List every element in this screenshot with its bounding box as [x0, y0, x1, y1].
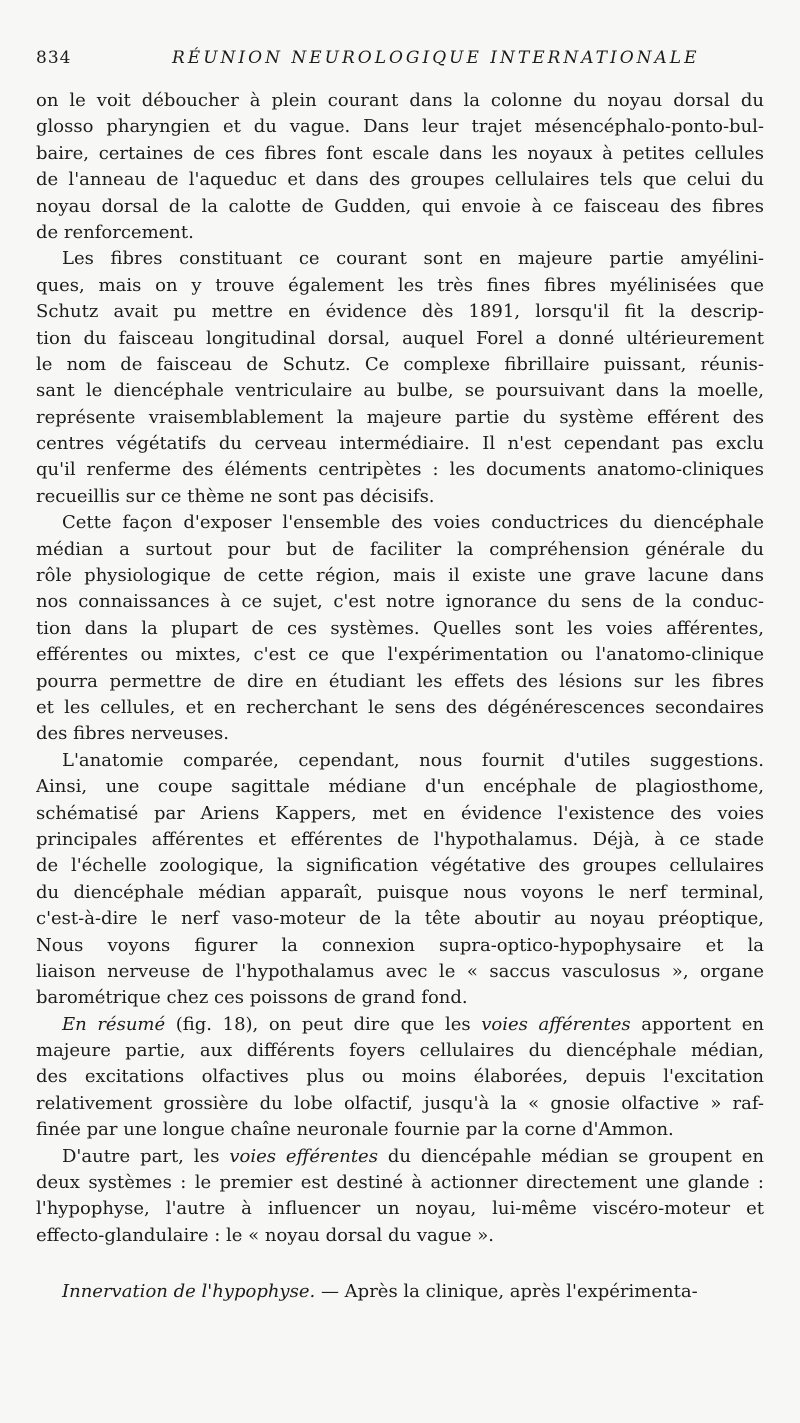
- italic-run: voies afférentes: [481, 1013, 631, 1035]
- text-line: des excitations olfactives plus ou moins élaborées, depuis l'excitation: [36, 1066, 764, 1088]
- text-run: D'autre part, les: [62, 1145, 220, 1167]
- text-line: [36, 1279, 764, 1305]
- text-line: [36, 1012, 764, 1038]
- text-line: Cette façon d'exposer l'ensemble des voies conductrices du diencéphale: [62, 512, 764, 534]
- text-line: noyau dorsal de la calotte de Gudden, qui envoie à ce faisceau des fibres: [36, 195, 764, 217]
- text-line: efférentes ou mixtes, c'est ce que l'expérimentation ou l'anatomo-clinique: [36, 644, 764, 666]
- text-line: relativement grossière du lobe olfactif, jusqu'à la « gnosie olfactive » raf-: [36, 1092, 764, 1114]
- body-text: [36, 88, 764, 1306]
- text-line: rôle physiologique de cette région, mais il existe une grave lacune dans: [36, 565, 764, 587]
- text-line: Schutz avait pu mettre en évidence dès 1891, lorsqu'il fit la descrip-: [36, 301, 764, 323]
- text-line: tion dans la plupart de ces systèmes. Quelles sont les voies afférentes,: [36, 617, 764, 639]
- text-line: de l'anneau de l'aqueduc et dans des groupes cellulaires tels que celui du: [36, 169, 764, 191]
- text-line: et les cellules, et en recherchant le sens des dégénérescences secondaires: [36, 696, 764, 718]
- text-line: médian a surtout pour but de faciliter la compréhension générale du: [36, 538, 764, 560]
- text-line: du diencéphale médian apparaît, puisque nous voyons le nerf terminal,: [36, 881, 764, 903]
- running-title: RÉUNION NEUROLOGIQUE INTERNATIONALE: [172, 48, 700, 68]
- text-run: (fig. 18), on peut dire que les: [175, 1013, 471, 1035]
- text-run: du diencépahle médian se groupent en: [387, 1145, 764, 1167]
- text-line: L'anatomie comparée, cependant, nous fournit d'utiles suggestions.: [62, 749, 764, 771]
- italic-run: Innervation de l'hypophyse.: [62, 1281, 316, 1303]
- text-run: apportent en: [641, 1013, 764, 1035]
- text-line: l'hypophyse, l'autre à influencer un noyau, lui-même viscéro-moteur et: [36, 1198, 764, 1220]
- text-line: barométrique chez ces poissons de grand fond.: [36, 987, 468, 1009]
- text-run: — Après la clinique, après l'expérimenta-: [320, 1281, 698, 1303]
- text-line: pourra permettre de dire en étudiant les effets des lésions sur les fibres: [36, 670, 764, 692]
- text-line: Ainsi, une coupe sagittale médiane d'un encéphale de plagiosthome,: [36, 776, 764, 798]
- italic-run: voies efférentes: [229, 1145, 378, 1167]
- text-line: on le voit déboucher à plein courant dans la colonne du noyau dorsal du: [36, 90, 764, 111]
- text-line: [36, 1144, 764, 1170]
- text-line: le nom de faisceau de Schutz. Ce complexe fibrillaire puissant, réunis-: [36, 353, 764, 375]
- text-line: Les fibres constituant ce courant sont en majeure partie amyélini-: [62, 248, 764, 270]
- text-line: effecto-glandulaire : le « noyau dorsal du vague ».: [36, 1224, 494, 1246]
- text-line: finée par une longue chaîne neuronale fournie par la corne d'Ammon.: [36, 1119, 674, 1141]
- text-line: de l'échelle zoologique, la signification végétative des groupes cellulaires: [36, 855, 764, 877]
- text-line: baire, certaines de ces fibres font escale dans les noyaux à petites cellules: [36, 142, 764, 164]
- text-line: schématisé par Ariens Kappers, met en évidence l'existence des voies: [36, 802, 764, 824]
- text-line: nos connaissances à ce sujet, c'est notre ignorance du sens de la conduc-: [36, 591, 764, 613]
- text-line: représente vraisemblablement la majeure partie du système efférent des: [36, 406, 764, 428]
- text-line: sant le diencéphale ventriculaire au bulbe, se poursuivant dans la moelle,: [36, 380, 764, 402]
- text-line: qu'il renferme des éléments centripètes : les documents anatomo-cliniques: [36, 459, 764, 481]
- page-header: [36, 48, 770, 72]
- text-line: c'est-à-dire le nerf vaso-moteur de la tête aboutir au noyau préoptique,: [36, 908, 764, 930]
- page-number: 834: [36, 48, 72, 68]
- text-line: Nous voyons figurer la connexion supra-optico-hypophysaire et la: [36, 934, 764, 956]
- text-line: tion du faisceau longitudinal dorsal, auquel Forel a donné ultérieurement: [36, 327, 764, 349]
- text-line: de renforcement.: [36, 221, 194, 243]
- italic-run: En résumé: [62, 1013, 166, 1035]
- text-line: principales afférentes et efférentes de l'hypothalamus. Déjà, à ce stade: [36, 828, 764, 850]
- text-line: liaison nerveuse de l'hypothalamus avec le « saccus vasculosus », organe: [36, 960, 764, 982]
- text-line: recueillis sur ce thème ne sont pas décisifs.: [36, 485, 435, 507]
- text-line: centres végétatifs du cerveau intermédiaire. Il n'est cependant pas exclu: [36, 433, 764, 455]
- text-line: majeure partie, aux différents foyers cellulaires du diencéphale médian,: [36, 1040, 764, 1062]
- text-line: deux systèmes : le premier est destiné à actionner directement une glande :: [36, 1172, 764, 1194]
- text-line: ques, mais on y trouve également les très fines fibres myélinisées que: [36, 274, 764, 296]
- text-line: des fibres nerveuses.: [36, 723, 229, 745]
- text-line: glosso pharyngien et du vague. Dans leur trajet mésencéphalo-ponto-bul-: [36, 116, 764, 138]
